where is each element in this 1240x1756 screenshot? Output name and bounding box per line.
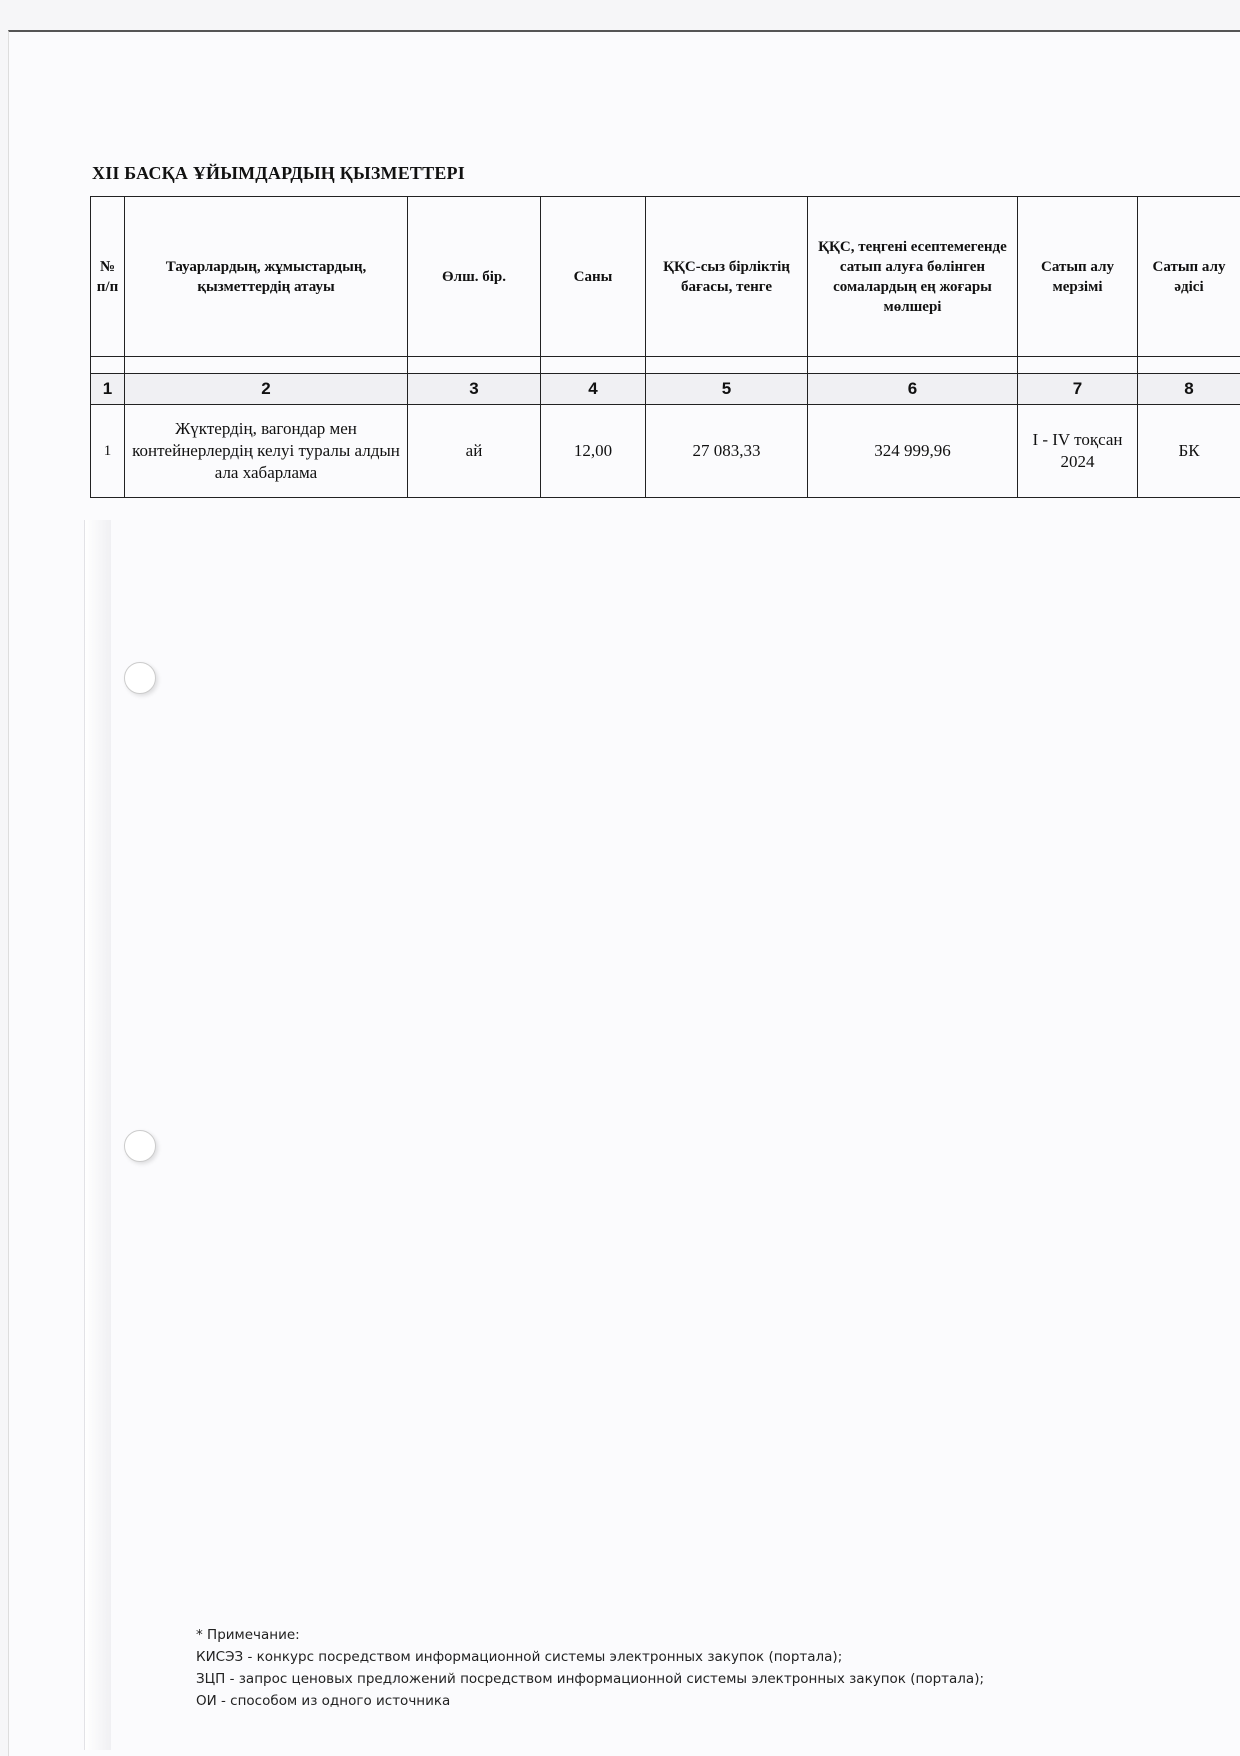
column-number-row bbox=[91, 374, 1240, 405]
column-number: 7 bbox=[1018, 374, 1138, 405]
row-unit-price: 27 083,33 bbox=[646, 405, 808, 498]
binder-hole-bottom bbox=[124, 1130, 156, 1162]
column-number: 5 bbox=[646, 374, 808, 405]
footnote-line: ЗЦП - запрос ценовых предложений посредством информационной системы электронных закупок (портала); bbox=[196, 1668, 984, 1690]
column-number: 1 bbox=[91, 374, 125, 405]
table-row bbox=[91, 405, 1240, 498]
column-number: 4 bbox=[541, 374, 646, 405]
binder-hole-top bbox=[124, 662, 156, 694]
header-period: Сатып алу мерзімі bbox=[1018, 197, 1138, 357]
row-name: Жүктердің, вагондар мен контейнерлердің келуі туралы алдын ала хабарлама bbox=[125, 405, 408, 498]
row-index: 1 bbox=[91, 405, 125, 498]
header-method: Сатып алу әдісі bbox=[1138, 197, 1240, 357]
header-row bbox=[91, 197, 1240, 357]
binder-strip bbox=[84, 520, 111, 1750]
header-name: Тауарлардың, жұмыстардың, қызметтердің атауы bbox=[125, 197, 408, 357]
row-method: БК bbox=[1138, 405, 1240, 498]
row-quantity: 12,00 bbox=[541, 405, 646, 498]
row-total: 324 999,96 bbox=[808, 405, 1018, 498]
column-number: 6 bbox=[808, 374, 1018, 405]
procurement-table bbox=[90, 196, 1240, 498]
section-title: XII БАСҚА ҰЙЫМДАРДЫҢ ҚЫЗМЕТТЕРІ bbox=[92, 163, 465, 184]
footnote-line: КИСЭЗ - конкурс посредством информационной системы электронных закупок (портала); bbox=[196, 1646, 984, 1668]
column-number: 8 bbox=[1138, 374, 1240, 405]
header-unit-price: ҚҚС-сыз бірліктің бағасы, тенге bbox=[646, 197, 808, 357]
footnote-line: ОИ - способом из одного источника bbox=[196, 1690, 984, 1712]
header-total: ҚҚС, теңгені есептемегенде сатып алуға бөлінген сомалардың ең жоғары мөлшері bbox=[808, 197, 1018, 357]
column-number: 2 bbox=[125, 374, 408, 405]
header-quantity: Саны bbox=[541, 197, 646, 357]
header-unit: Өлш. бір. bbox=[408, 197, 541, 357]
row-period: I - IV тоқсан 2024 bbox=[1018, 405, 1138, 498]
header-index: № п/п bbox=[91, 197, 125, 357]
footnote bbox=[196, 1624, 984, 1712]
column-number: 3 bbox=[408, 374, 541, 405]
row-unit: ай bbox=[408, 405, 541, 498]
footnote-heading: * Примечание: bbox=[196, 1624, 984, 1646]
spacer-row bbox=[91, 357, 1240, 374]
